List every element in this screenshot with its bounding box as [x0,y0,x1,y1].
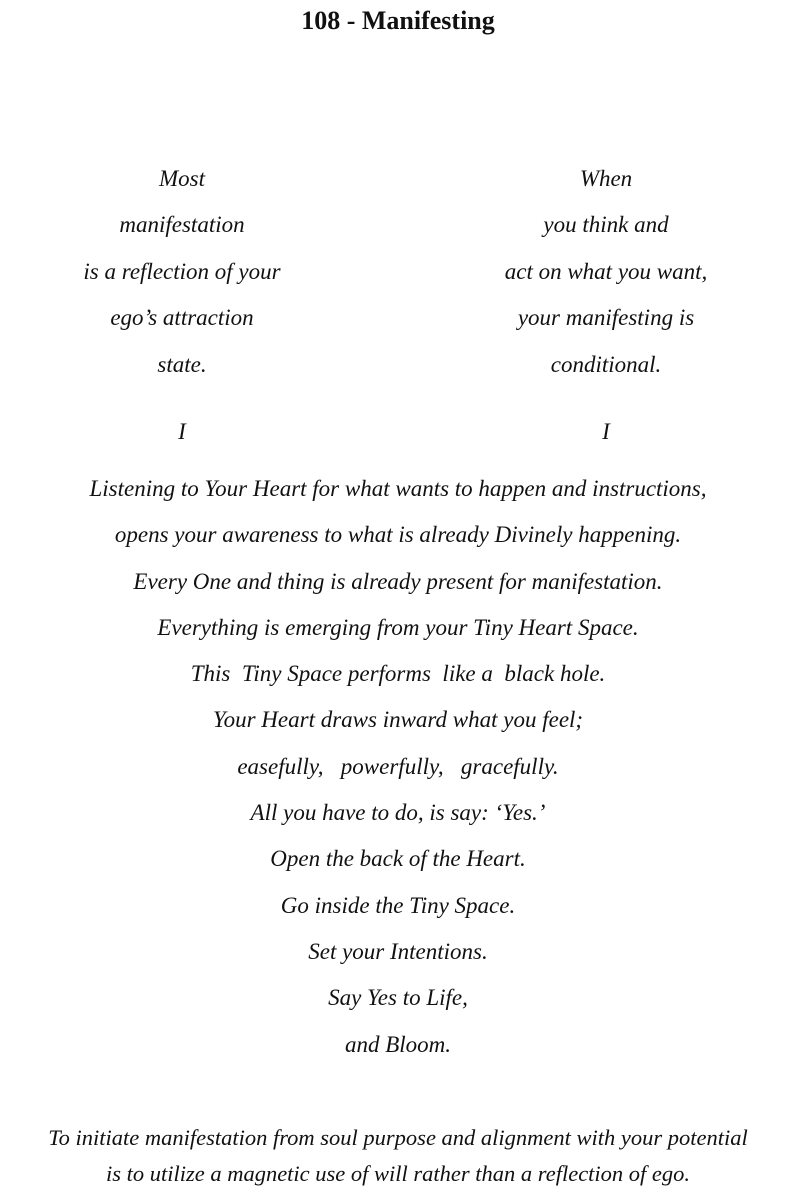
stanza-gap [2,388,362,409]
poem-line: All you have to do, is say: ‘Yes.’ [250,800,546,826]
poem-line: easefully, powerfully, gracefully. [237,753,559,779]
right-column-line: When [579,166,633,191]
poem-line: Your Heart draws inward what you feel; [212,707,584,733]
right-column-stanza [426,156,786,455]
closing-statement [0,1120,796,1192]
left-column-marker: I [178,419,186,445]
left-column-stanza [2,156,362,455]
right-column-line: conditional. [550,351,662,377]
closing-line: is to utilize a magnetic use of will rather than a reflection of ego. [105,1161,691,1186]
left-column-line: ego’s attraction [110,305,254,331]
main-poem [0,466,796,1068]
poem-line: Open the back of the Heart. [270,846,526,872]
page-title: 108 - Manifesting [301,6,495,35]
right-column-marker: I [602,419,610,445]
left-column-line: state. [157,351,207,377]
poem-line: Set your Intentions. [308,938,488,964]
poem-line: Listening to Your Heart for what wants to happen and instructions, [89,476,707,501]
poem-line: and Bloom. [344,1031,452,1057]
left-column-line: manifestation [119,212,245,238]
right-column-line: act on what you want, [504,258,708,284]
poem-line: Everything is emerging from your Tiny Heart Space. [157,614,639,640]
stanza-gap [426,388,786,409]
poem-line: Say Yes to Life, [328,985,468,1011]
right-column-line: your manifesting is [517,305,695,331]
poem-line: opens your awareness to what is already Divinely happening. [114,522,682,548]
poem-line: This Tiny Space performs like a black hole. [190,661,606,687]
right-column-line: you think and [543,212,669,238]
closing-line: To initiate manifestation from soul purpose and alignment with your potential [48,1125,748,1150]
left-column-line: is a reflection of your [83,258,281,284]
poem-line: Go inside the Tiny Space. [280,892,516,918]
left-column-line: Most [159,166,205,191]
poem-line: Every One and thing is already present for manifestation. [133,568,663,594]
